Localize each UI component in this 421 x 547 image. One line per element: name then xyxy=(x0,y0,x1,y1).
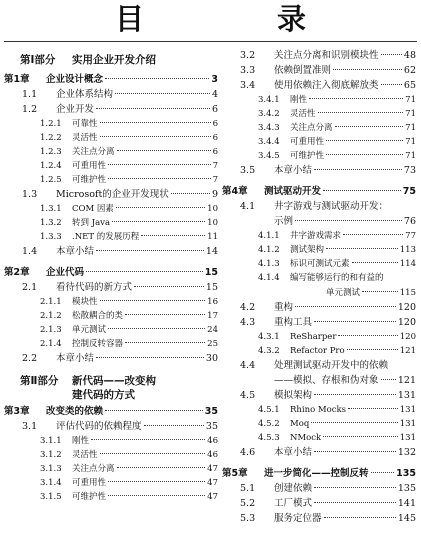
entry-number: 1.2.5 xyxy=(40,175,62,185)
leader-dots xyxy=(115,93,210,94)
entry-number: 4.5.2 xyxy=(258,419,280,429)
entry-number: 5.1 xyxy=(240,483,256,494)
entry-number: 3.4.4 xyxy=(258,137,280,147)
leader-dots xyxy=(116,207,205,208)
entry-title: 单元测试 xyxy=(326,288,361,298)
title-rule xyxy=(4,41,417,42)
toc-entry-section xyxy=(222,511,416,526)
page-number: 35 xyxy=(205,421,218,432)
entry-number: 1.3.3 xyxy=(40,232,62,242)
leader-dots xyxy=(314,502,396,503)
part-title: 实用企业开发介绍 xyxy=(72,54,156,66)
entry-title: 控制反转容器 xyxy=(72,339,124,349)
page-number: 132 xyxy=(397,447,416,458)
toc-right-column xyxy=(222,48,416,526)
entry-title: 关注点分离和识别模块性 xyxy=(274,50,379,61)
entry-number: 3.2 xyxy=(240,50,256,61)
page-number: 62 xyxy=(403,65,416,76)
leader-dots xyxy=(333,69,402,70)
page-number: 71 xyxy=(405,137,416,147)
page-number: 7 xyxy=(212,175,218,185)
page-number: 3 xyxy=(211,74,218,85)
page-number: 71 xyxy=(405,95,416,105)
toc-entry-section xyxy=(222,315,416,330)
leader-dots xyxy=(314,394,396,395)
page-number: 120 xyxy=(397,302,416,313)
entry-number: 3.3 xyxy=(240,65,256,76)
entry-number: 第3章 xyxy=(4,406,30,417)
leader-dots xyxy=(314,487,396,488)
entry-number: 1.3.1 xyxy=(40,204,62,214)
toc-entry-section xyxy=(222,496,416,511)
entry-number: 1.2.3 xyxy=(40,147,62,157)
entry-number: 4.3 xyxy=(240,317,256,328)
leader-dots xyxy=(105,78,209,79)
entry-title: 本章小结 xyxy=(274,165,313,176)
entry-number: 2.1.3 xyxy=(40,325,62,335)
entry-title: 可维护性 xyxy=(72,492,107,502)
toc-entry-section xyxy=(222,445,416,460)
toc-entry-sub xyxy=(4,202,218,216)
page-number: 65 xyxy=(403,80,416,91)
leader-dots xyxy=(100,122,211,123)
entry-number: 1.1 xyxy=(22,89,38,100)
page-number: 15 xyxy=(205,282,218,293)
entry-number: 4.6 xyxy=(240,447,256,458)
toc-entry-sub xyxy=(222,93,416,107)
page-number: 6 xyxy=(211,104,218,115)
page-number: 73 xyxy=(403,165,416,176)
page-number: 76 xyxy=(403,216,416,227)
entry-title: .NET 的发展历程 xyxy=(72,232,140,242)
leader-dots xyxy=(86,271,203,272)
entry-number: 1.4 xyxy=(22,246,38,257)
entry-title: 企业设计概念 xyxy=(46,74,104,85)
entry-number: 3.1.4 xyxy=(40,478,62,488)
toc-entry-sub xyxy=(4,309,218,323)
entry-title: Refactor Pro xyxy=(290,346,345,356)
leader-dots xyxy=(117,467,206,468)
toc-entry-sub xyxy=(4,173,218,187)
page-number: 120 xyxy=(397,317,416,328)
entry-number: 4.3.1 xyxy=(258,332,280,342)
page-number: 48 xyxy=(403,50,416,61)
leader-dots xyxy=(295,306,396,307)
entry-title: 刚性 xyxy=(290,95,308,105)
toc-entry-sub xyxy=(222,344,416,358)
entry-title: 改变类的依赖 xyxy=(46,406,104,417)
toc-entry-sub xyxy=(4,323,218,337)
entry-title: 井字游戏需求 xyxy=(290,231,342,241)
entry-title: 企业体系结构 xyxy=(56,89,114,100)
leader-dots xyxy=(381,84,402,85)
leader-dots xyxy=(96,250,204,251)
leader-dots xyxy=(314,169,402,170)
entry-number: 4.5.1 xyxy=(258,405,280,415)
entry-number: 4.3.2 xyxy=(258,346,280,356)
entry-title: 处理测试驱动开发中的依赖 xyxy=(274,360,389,371)
page-number: 115 xyxy=(399,288,416,298)
entry-title: 灵活性 xyxy=(72,450,98,460)
toc-entry-section xyxy=(4,87,218,102)
page-number: 47 xyxy=(207,464,218,474)
toc-entry-section xyxy=(4,187,218,202)
toc-entry-sub xyxy=(222,229,416,243)
toc-entry-section xyxy=(4,244,218,259)
leader-dots xyxy=(91,439,205,440)
leader-dots xyxy=(108,164,211,165)
page-number: 30 xyxy=(205,353,218,364)
page-number: 6 xyxy=(212,147,218,157)
entry-title: 重构工具 xyxy=(274,317,313,328)
page-number: 16 xyxy=(207,297,218,307)
entry-number: 4.2 xyxy=(240,302,256,313)
entry-number: 3.4.2 xyxy=(258,109,280,119)
entry-title: 企业开发 xyxy=(56,104,95,115)
leader-dots xyxy=(108,495,205,496)
leader-dots xyxy=(352,262,398,263)
toc-entry-section xyxy=(4,280,218,295)
page-number: 75 xyxy=(402,186,416,197)
entry-title: 可维护性 xyxy=(290,151,325,161)
leader-dots xyxy=(381,379,396,380)
entry-number: 4.1 xyxy=(240,201,256,212)
toc-entry-sub xyxy=(222,417,416,431)
entry-number: 3.1.1 xyxy=(40,436,62,446)
leader-dots xyxy=(362,291,398,292)
entry-number: 1.2.1 xyxy=(40,119,62,129)
entry-title: 测试架构 xyxy=(290,245,325,255)
entry-title: 松散耦合的类 xyxy=(72,311,124,321)
toc-entry-section xyxy=(222,163,416,178)
leader-dots xyxy=(326,140,403,141)
page-number: 6 xyxy=(212,133,218,143)
entry-title: 可重用性 xyxy=(72,478,107,488)
entry-title: COM 因素 xyxy=(72,204,114,214)
entry-number: 3.4 xyxy=(240,80,256,91)
leader-dots xyxy=(96,357,204,358)
part-title: 新代码——改变构建代码的方式 xyxy=(72,375,156,401)
entry-number: 3.1.5 xyxy=(40,492,62,502)
page-number: 71 xyxy=(405,123,416,133)
entry-number: 4.1.4 xyxy=(258,273,280,283)
page-number: 25 xyxy=(207,339,218,349)
leader-dots xyxy=(381,54,402,55)
entry-title: 标识可测试元素 xyxy=(290,259,350,269)
page-number: 4 xyxy=(211,89,218,100)
toc-entry-section xyxy=(4,351,218,366)
entry-number: 3.1.2 xyxy=(40,450,62,460)
toc-entry-sub xyxy=(4,117,218,131)
entry-title: 刚性 xyxy=(72,436,90,446)
page-number: 121 xyxy=(397,375,416,386)
page-number: 71 xyxy=(405,151,416,161)
entry-title: 进一步简化——控制反转 xyxy=(264,468,369,479)
entry-number: 4.5 xyxy=(240,390,256,401)
entry-title: 依赖倒置准则 xyxy=(274,65,332,76)
part-number: 第Ⅱ部分 xyxy=(20,375,59,387)
page-number: 10 xyxy=(207,204,218,214)
part-number: 第Ⅰ部分 xyxy=(20,54,56,66)
entry-number: 5.2 xyxy=(240,498,256,509)
page-number: 135 xyxy=(397,483,416,494)
leader-dots xyxy=(112,221,205,222)
toc-entry-cont xyxy=(222,214,416,229)
leader-dots xyxy=(100,300,206,301)
page-number: 131 xyxy=(399,433,416,443)
toc-entry-cont2 xyxy=(222,286,416,300)
entry-title: 企业代码 xyxy=(46,267,85,278)
page-number: 10 xyxy=(207,218,218,228)
toc-entry-chapter xyxy=(222,184,416,199)
entry-number: 1.3.2 xyxy=(40,218,62,228)
leader-dots xyxy=(371,472,395,473)
leader-dots xyxy=(141,235,205,236)
toc-entry-chapter xyxy=(4,404,218,419)
entry-title: 看待代码的新方式 xyxy=(56,282,133,293)
leader-dots xyxy=(318,112,404,113)
entry-number: 3.4.1 xyxy=(258,95,280,105)
toc-entry-section xyxy=(222,48,416,63)
entry-number: 2.1.1 xyxy=(40,297,62,307)
toc-entry-sub xyxy=(4,476,218,490)
toc-entry-section_open xyxy=(222,199,416,214)
page-number: 135 xyxy=(396,468,416,479)
leader-dots xyxy=(338,335,397,336)
toc-entry-sub xyxy=(4,462,218,476)
entry-number: 3.4.3 xyxy=(258,123,280,133)
entry-title: 评估代码的依赖程度 xyxy=(56,421,142,432)
toc-entry-sub xyxy=(222,107,416,121)
entry-title: 可靠性 xyxy=(72,119,98,129)
page-number: 145 xyxy=(397,513,416,524)
toc-entry-sub xyxy=(222,257,416,271)
toc-entry-sub xyxy=(222,403,416,417)
toc-entry-chapter xyxy=(4,72,218,87)
leader-dots xyxy=(100,453,206,454)
leader-dots xyxy=(125,342,205,343)
toc-entry-section xyxy=(222,63,416,78)
page-number: 141 xyxy=(397,498,416,509)
leader-dots xyxy=(100,136,211,137)
entry-number: 1.2.4 xyxy=(40,161,62,171)
entry-title: 关注点分离 xyxy=(72,464,115,474)
leader-dots xyxy=(144,425,204,426)
leader-dots xyxy=(314,321,396,322)
page-number: 7 xyxy=(212,161,218,171)
toc-entry-sub xyxy=(222,431,416,445)
entry-title: 灵活性 xyxy=(72,133,98,143)
entry-title: 本章小结 xyxy=(56,246,95,257)
toc-entry-sub xyxy=(4,448,218,462)
entry-title: 本章小结 xyxy=(274,447,313,458)
entry-number: 5.3 xyxy=(240,513,256,524)
entry-title: 模拟架构 xyxy=(274,390,313,401)
leader-dots xyxy=(324,517,396,518)
toc-entry-sub xyxy=(4,145,218,159)
page-number: 24 xyxy=(207,325,218,335)
entry-number: 第2章 xyxy=(4,267,30,278)
toc-entry-sub xyxy=(222,149,416,163)
page-number: 71 xyxy=(405,109,416,119)
entry-title: 井字游戏与测试驱动开发： xyxy=(274,201,389,212)
entry-title: Rhino Mocks xyxy=(290,405,346,415)
entry-title: 可重用性 xyxy=(290,137,325,147)
page-number: 14 xyxy=(205,246,218,257)
page-number: 35 xyxy=(204,406,218,417)
entry-number: 3.1.3 xyxy=(40,464,62,474)
toc-entry-section xyxy=(4,102,218,117)
entry-number: 1.3 xyxy=(22,189,38,200)
entry-title: 创建依赖 xyxy=(274,483,313,494)
page-number: 17 xyxy=(207,311,218,321)
toc-entry-sub_open xyxy=(222,271,416,286)
entry-title: 服务定位器 xyxy=(274,513,322,524)
entry-number: 4.5.3 xyxy=(258,433,280,443)
toc-entry-section_open xyxy=(222,358,416,373)
leader-dots xyxy=(108,328,205,329)
entry-title: Microsoft的企业开发现状 xyxy=(56,189,169,200)
entry-number: 3.1 xyxy=(22,421,38,432)
page-number: 47 xyxy=(207,492,218,502)
entry-number: 2.2 xyxy=(22,353,38,364)
toc-left-column xyxy=(4,48,218,504)
leader-dots xyxy=(134,286,204,287)
leader-dots xyxy=(314,451,396,452)
toc-entry-section xyxy=(222,78,416,93)
entry-title: 灵活性 xyxy=(290,109,316,119)
leader-dots xyxy=(326,154,403,155)
entry-number: 3.5 xyxy=(240,165,256,176)
entry-number: 3.4.5 xyxy=(258,151,280,161)
leader-dots xyxy=(295,220,402,221)
page-number: 46 xyxy=(207,450,218,460)
toc-entry-sub xyxy=(4,295,218,309)
page-number: 120 xyxy=(399,332,416,342)
toc-entry-sub xyxy=(4,131,218,145)
page-number: 77 xyxy=(405,231,416,241)
entry-number: 2.1.4 xyxy=(40,339,62,349)
leader-dots xyxy=(108,178,211,179)
toc-entry-section xyxy=(222,300,416,315)
entry-title: ReSharper xyxy=(290,332,337,342)
entry-title: 关注点分离 xyxy=(72,147,115,157)
entry-title: 编写能够运行的和有益的 xyxy=(290,273,384,283)
page-title: 目 录 xyxy=(114,2,358,36)
toc-entry-sub xyxy=(4,159,218,173)
toc-entry-part xyxy=(4,48,218,72)
toc-entry-section xyxy=(4,419,218,434)
entry-number: 1.2 xyxy=(22,104,38,115)
toc-entry-section xyxy=(222,481,416,496)
leader-dots xyxy=(125,314,205,315)
toc-entry-section xyxy=(222,388,416,403)
entry-title: 本章小结 xyxy=(56,353,95,364)
leader-dots xyxy=(108,481,205,482)
entry-number: 2.1 xyxy=(22,282,38,293)
toc-entry-sub xyxy=(222,121,416,135)
leader-dots xyxy=(311,422,398,423)
entry-number: 第1章 xyxy=(4,74,30,85)
toc-entry-sub xyxy=(4,434,218,448)
entry-title: 模块性 xyxy=(72,297,98,307)
entry-number: 第4章 xyxy=(222,186,248,197)
entry-title: ——模拟、存根和伪对象 xyxy=(274,375,379,386)
leader-dots xyxy=(171,193,210,194)
leader-dots xyxy=(323,436,398,437)
entry-title: 可重用性 xyxy=(72,161,107,171)
entry-number: 第5章 xyxy=(222,468,248,479)
page-number: 11 xyxy=(207,232,218,242)
toc-entry-chapter xyxy=(222,466,416,481)
toc-entry-sub xyxy=(4,490,218,504)
entry-title: 使用依赖注入彻底解放类 xyxy=(274,80,379,91)
entry-title: 重构 xyxy=(274,302,294,313)
entry-title: 转到 Java xyxy=(72,218,111,228)
page-number: 15 xyxy=(204,267,218,278)
entry-title: Moq xyxy=(290,419,310,429)
toc-entry-sub xyxy=(222,330,416,344)
entry-number: 4.1.1 xyxy=(258,231,280,241)
toc-entry-sub xyxy=(222,135,416,149)
leader-dots xyxy=(117,150,211,151)
entry-title: 可维护性 xyxy=(72,175,107,185)
page-number: 46 xyxy=(207,436,218,446)
toc-entry-sub xyxy=(222,243,416,257)
page-number: 47 xyxy=(207,478,218,488)
toc-entry-sub xyxy=(4,230,218,244)
entry-title: 关注点分离 xyxy=(290,123,333,133)
leader-dots xyxy=(326,248,398,249)
toc-entry-part2 xyxy=(4,372,218,404)
page-number: 131 xyxy=(399,405,416,415)
entry-number: 2.1.2 xyxy=(40,311,62,321)
entry-title: 测试驱动开发 xyxy=(264,186,322,197)
toc-entry-sub xyxy=(4,216,218,230)
toc-entry-cont xyxy=(222,373,416,388)
entry-title: NMock xyxy=(290,433,322,443)
leader-dots xyxy=(105,410,203,411)
page-number: 131 xyxy=(399,419,416,429)
page-number: 113 xyxy=(399,245,416,255)
leader-dots xyxy=(323,190,401,191)
entry-title: 工厂模式 xyxy=(274,498,313,509)
page-number: 9 xyxy=(211,189,218,200)
page-number: 121 xyxy=(399,346,416,356)
toc-entry-chapter xyxy=(4,265,218,280)
leader-dots xyxy=(348,408,398,409)
leader-dots xyxy=(335,126,404,127)
entry-number: 1.2.2 xyxy=(40,133,62,143)
entry-number: 4.4 xyxy=(240,360,256,371)
entry-title: 单元测试 xyxy=(72,325,107,335)
entry-title: 示例 xyxy=(274,216,294,227)
page-number: 131 xyxy=(397,390,416,401)
entry-number: 4.1.2 xyxy=(258,245,280,255)
entry-number: 4.1.3 xyxy=(258,259,280,269)
leader-dots xyxy=(343,234,403,235)
toc-entry-sub xyxy=(4,337,218,351)
page-number: 6 xyxy=(212,119,218,129)
leader-dots xyxy=(347,349,398,350)
leader-dots xyxy=(96,108,210,109)
leader-dots xyxy=(309,98,403,99)
page-number: 114 xyxy=(399,259,416,269)
